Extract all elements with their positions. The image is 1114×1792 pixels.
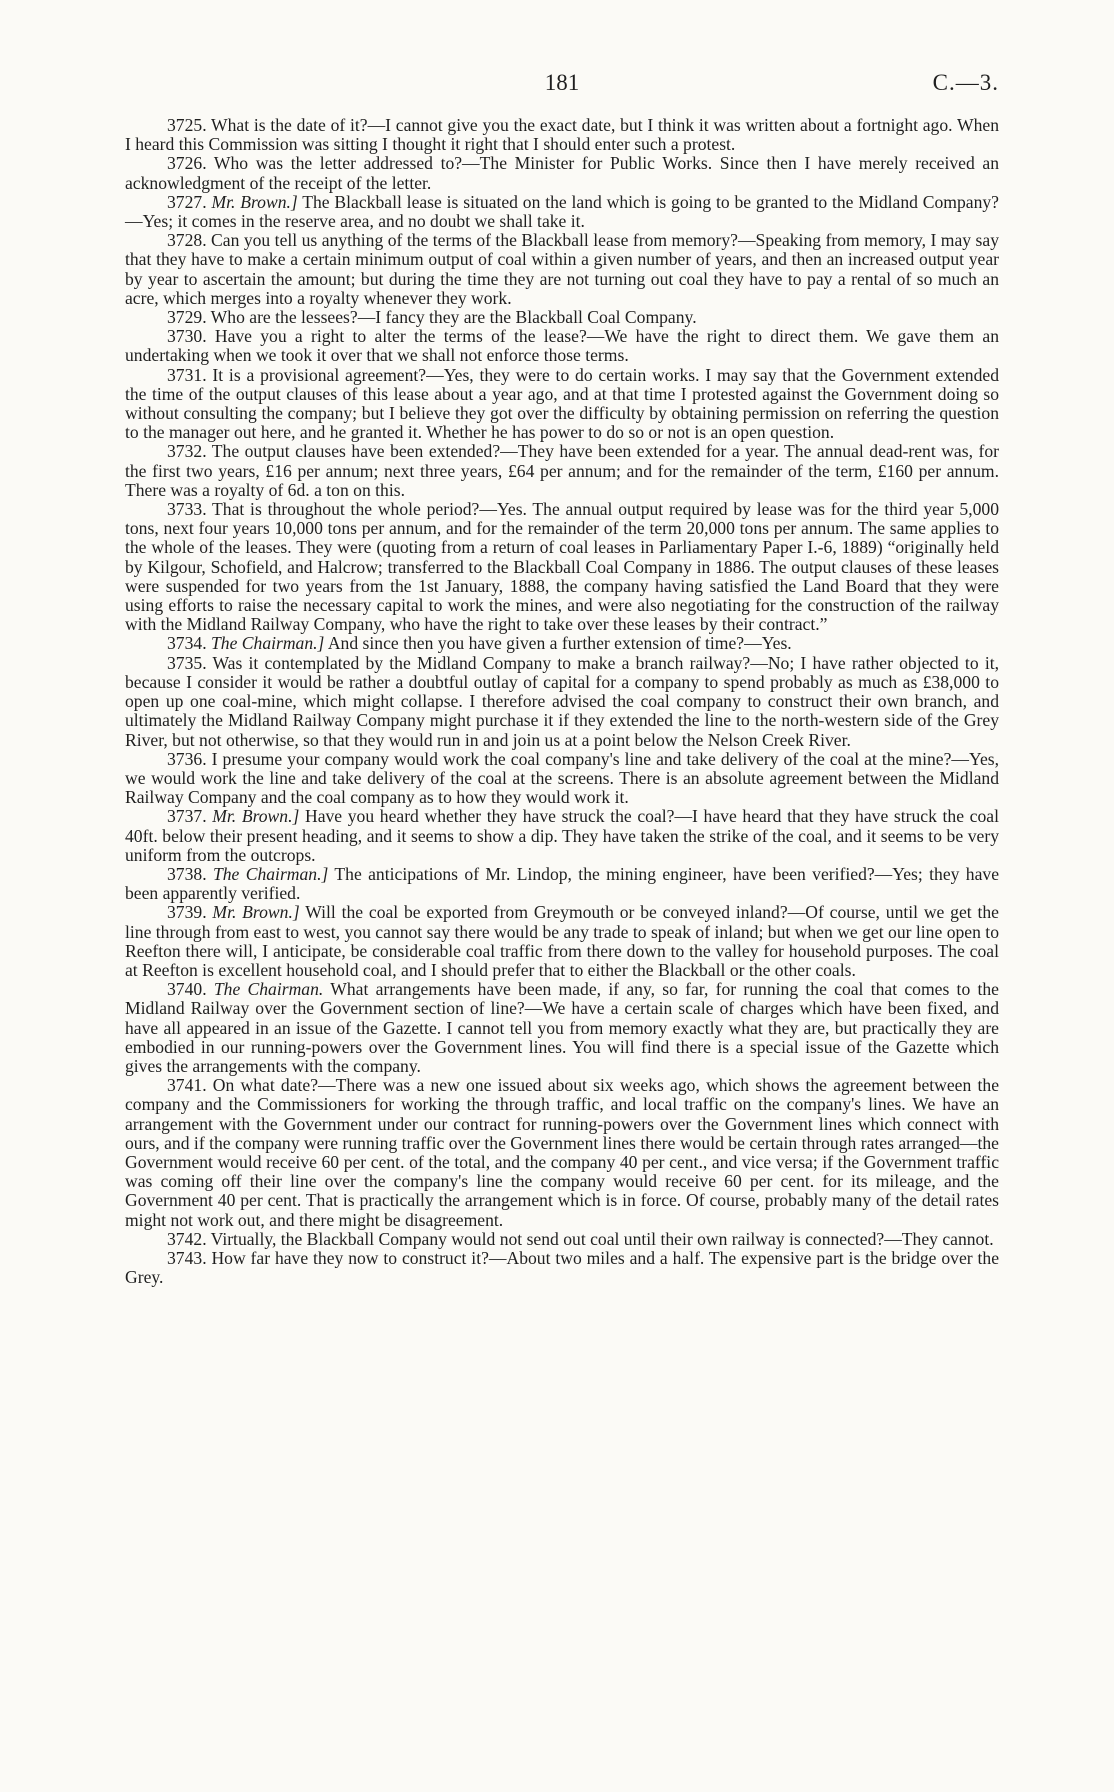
speaker: The Chairman.]	[211, 633, 325, 654]
paragraph-3727: 3727. Mr. Brown.] The Blackball lease is situated on the land which is going to be granted to the Midland Company?—Yes; it comes in the reserve area, and no doubt we shall take it.	[125, 191, 999, 232]
paragraph-3726: 3726. Who was the letter addressed to?—The Minister for Public Works. Since then I have merely received an acknowledgment of the receipt of the letter.	[125, 153, 999, 193]
paragraph-3736: 3736. I presume your company would work the coal company's line and take delivery of the coal at the mine?—Yes, we would work the line and take delivery of the coal at the screens. There is an absolute agreement between the Midland Railway Company and the coal company as to how they would work it.	[125, 748, 999, 808]
speaker: The Chairman.]	[212, 863, 329, 884]
paragraph-3742: 3742. Virtually, the Blackball Company would not send out coal until their own railway is connected?—They cannot.	[167, 1228, 994, 1249]
paragraph-3737: 3737. Mr. Brown.] Have you heard whether they have struck the coal?—I have heard that they have struck the coal 40ft. below their present heading, and it seems to show a dip. They have taken the strike of the coal, and it seems to be very uniform from the outcrops.	[125, 806, 999, 865]
paragraph-3741: 3741. On what date?—There was a new one issued about six weeks ago, which shows the agreement between the company and the Commissioners for working the through traffic, and local traffic on the company's lines. We have an arrangement with the Government under our contract for running-powers over the Government lines which connect with ours, and if the company were running traffic over the Government lines there would be certain through rates arranged—the Government would receive 60 per cent. of the total, and the company 40 per cent., and vice versa; if the Government traffic was coming off their line over the company's line the company would receive 60 per cent. for its mileage, and the Government 40 per cent. That is practically the arrangement which is in force. Of course, probably many of the detail rates might not work out, and there might be disagreement.	[125, 1075, 999, 1230]
paragraph-3728: 3728. Can you tell us anything of the terms of the Blackball lease from memory?—Speaking from memory, I may say that they have to make a certain minimum output of coal within a given number of years, and then an increased output year by year to ascertain the amount; but during the time they are not turning out coal they have to pay a rental of so much an acre, which merges into a royalty whenever they work.	[125, 230, 999, 308]
paragraph-3734: 3734. The Chairman.] And since then you have given a further extension of time?—Yes.	[167, 633, 792, 654]
speaker: Mr. Brown.]	[211, 191, 298, 212]
paragraph-3735: 3735. Was it contemplated by the Midland Company to make a branch railway?—No; I have rather objected to it, because I consider it would be rather a doubtful outlay of capital for a company to spend probably as much as £38,000 to open up one coal-mine, which might collapse. I therefore advised the coal company to construct their own branch, and ultimately the Midland Railway Company might purchase it if they extended the line to the north-western side of the Grey River, but not otherwise, so that they would run in and join us at a point below the Nelson Creek River.	[125, 652, 999, 750]
paragraph-3731: 3731. It is a provisional agreement?—Yes, they were to do certain works. I may say that the Government extended the time of the output clauses of this lease about a year ago, and at that time I protested against the Government doing so without consulting the company; but I believe they got over the difficulty by obtaining permission on referring the question to the manager out here, and he granted it. Whether he has power to do so or not is an open question.	[125, 364, 999, 443]
paragraph-3743: 3743. How far have they now to construct it?—About two miles and a half. The expensive part is the bridge over the Grey.	[125, 1247, 999, 1288]
paragraph-3732: 3732. The output clauses have been extended?—They have been extended for a year. The annual dead-rent was, for the first two years, £16 per annum; next three years, £64 per annum; and for the remainder of the term, £160 per annum. There was a royalty of 6d. a ton on this.	[125, 441, 999, 500]
speaker: The Chairman.	[213, 979, 324, 1000]
paragraph-3733: 3733. That is throughout the whole period?—Yes. The annual output required by lease was for the third year 5,000 tons, next four years 10,000 tons per annum, and for the remainder of the term 20,000 tons per annum. The same applies to the whole of the leases. They were (quoting from a return of coal leases in Parliamentary Paper I.-6, 1889) “originally held by Kilgour, Schofield, and Halcrow; transferred to the Blackball Coal Company in 1886. The output clauses of these leases were suspended for two years from the 1st January, 1888, the company having satisfied the Land Board that they were using efforts to raise the necessary capital to work the mines, and were also negotiating for the construction of the railway with the Midland Railway Company, who have the right to take over these leases by their contract.”	[125, 499, 999, 635]
testimony-body	[125, 116, 999, 1287]
paragraph-3738: 3738. The Chairman.] The anticipations of Mr. Lindop, the mining engineer, have been verified?—Yes; they have been apparently verified.	[125, 863, 999, 904]
paragraph-3729: 3729. Who are the lessees?—I fancy they are the Blackball Coal Company.	[167, 307, 697, 328]
paragraph-3739: 3739. Mr. Brown.] Will the coal be exported from Greymouth or be conveyed inland?—Of course, until we get the line through from east to west, you cannot say there would be any trade to speak of inland; but when we get our line open to Reefton there will, I anticipate, be considerable coal traffic from there down to the valley for household purposes. The coal at Reefton is excellent household coal, and I should prefer that to either the Blackball or the other coals.	[125, 902, 999, 980]
paragraph-3730: 3730. Have you a right to alter the terms of the lease?—We have the right to direct them. We gave them an undertaking when we took it over that we shall not enforce those terms.	[125, 326, 999, 366]
paragraph-3740: 3740. The Chairman. What arrangements have been made, if any, so far, for running the coal that comes to the Midland Railway over the Government section of line?—We have a certain scale of charges which have been fixed, and have all appeared in an issue of the Gazette. I cannot tell you from memory exactly what they are, but practically they are embodied in our running-powers over the Government lines. You will find there is a special issue of the Gazette which gives the arrangements with the company.	[125, 979, 999, 1076]
page-number: 181	[544, 70, 580, 95]
document-reference: C.—3.	[932, 70, 999, 95]
speaker: Mr. Brown.]	[212, 806, 300, 827]
speaker: Mr. Brown.]	[212, 902, 300, 923]
page-header	[125, 70, 999, 104]
paragraph-3725: 3725. What is the date of it?—I cannot give you the exact date, but I think it was written about a fortnight ago. When I heard this Commission was sitting I thought it right that I should enter such a protest.	[125, 115, 999, 155]
